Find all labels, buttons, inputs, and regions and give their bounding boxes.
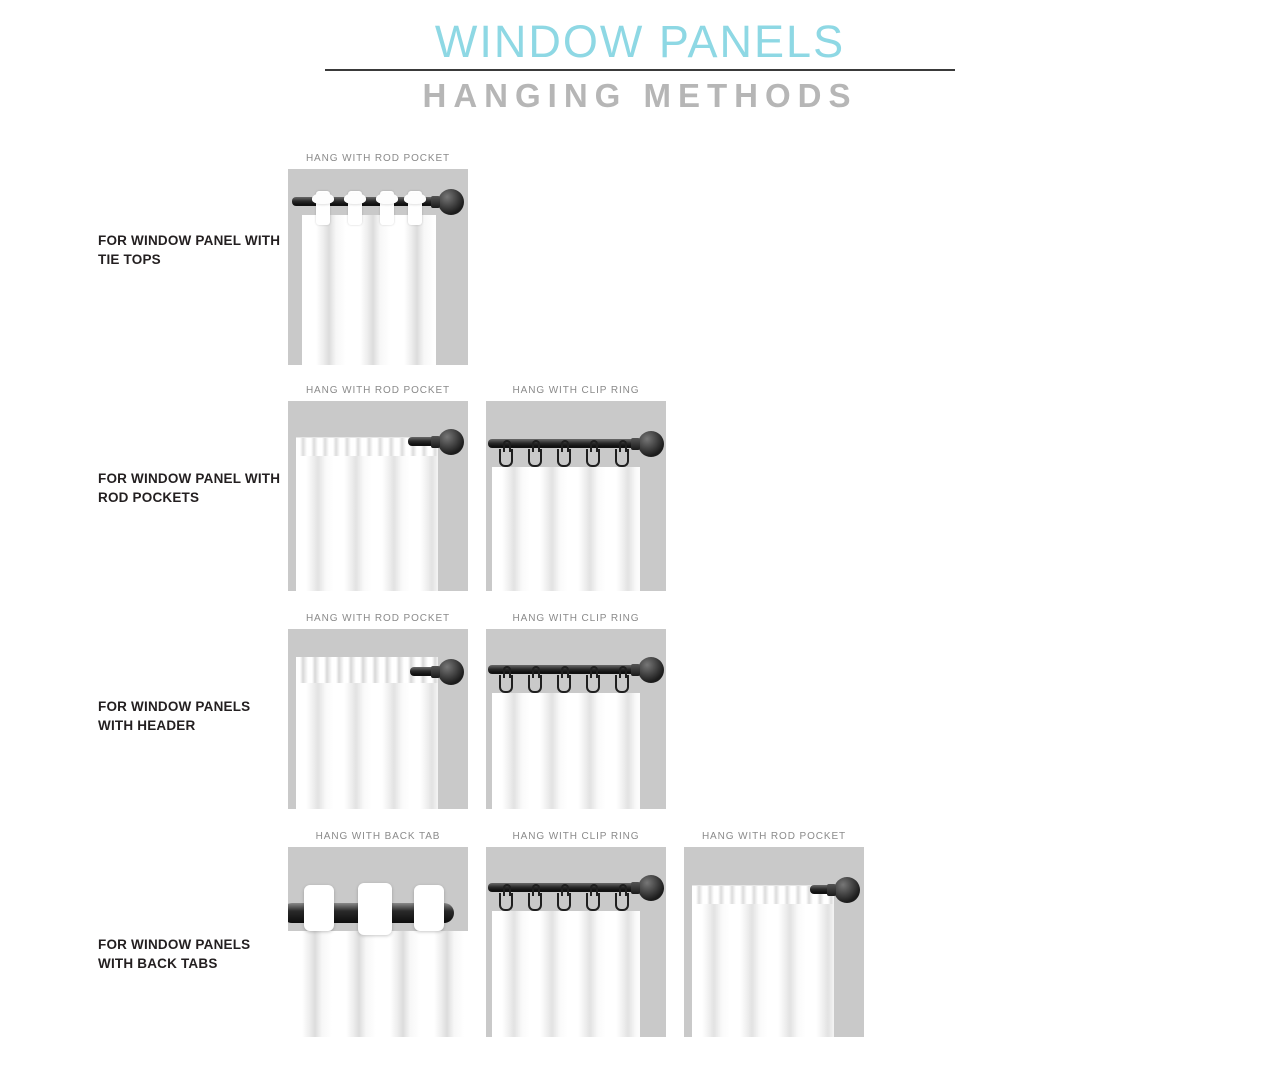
row-label: FOR WINDOW PANEL WITH TIE TOPS bbox=[98, 232, 281, 268]
rod-finial-icon bbox=[834, 877, 860, 903]
row-cells bbox=[288, 613, 666, 809]
table-row bbox=[0, 831, 1280, 1037]
curtain-illustration-clip-ring bbox=[486, 847, 666, 1037]
drape bbox=[296, 443, 438, 591]
back-tab-loop bbox=[358, 883, 392, 935]
clip-ring-icon bbox=[557, 893, 571, 911]
curtain-illustration-tie-top bbox=[288, 169, 468, 365]
curtain-illustration-clip-ring bbox=[486, 401, 666, 591]
clip-ring-icon bbox=[499, 449, 513, 467]
curtain-illustration-back-tab bbox=[288, 847, 468, 1037]
clip-ring-icon bbox=[528, 449, 542, 467]
clip-ring-icon bbox=[528, 675, 542, 693]
curtain-illustration-clip-ring bbox=[486, 629, 666, 809]
row-label: FOR WINDOW PANELS WITH BACK TABS bbox=[98, 936, 251, 972]
clip-ring-icon bbox=[557, 449, 571, 467]
row-label: FOR WINDOW PANEL WITH ROD POCKETS bbox=[98, 470, 281, 506]
rod-finial-icon bbox=[438, 189, 464, 215]
clip-ring-icon bbox=[528, 893, 542, 911]
clip-ring-icon bbox=[615, 449, 629, 467]
rod-finial-icon bbox=[638, 875, 664, 901]
clip-ring-icon bbox=[499, 675, 513, 693]
clip-ring-icon bbox=[615, 893, 629, 911]
tie-top bbox=[348, 191, 362, 225]
table-row bbox=[0, 613, 1280, 809]
cell-caption: HANG WITH BACK TAB bbox=[315, 830, 441, 842]
rod-finial-icon bbox=[638, 431, 664, 457]
row-cells bbox=[288, 153, 468, 365]
curtain-illustration-rod-pocket bbox=[288, 401, 468, 591]
clip-rings bbox=[492, 893, 636, 911]
method-cell bbox=[486, 613, 666, 809]
cell-caption: HANG WITH CLIP RING bbox=[512, 384, 640, 396]
row-cells bbox=[288, 385, 666, 591]
cell-caption: HANG WITH ROD POCKET bbox=[305, 384, 451, 396]
row-label: FOR WINDOW PANELS WITH HEADER bbox=[98, 698, 251, 734]
drape bbox=[492, 467, 640, 591]
clip-rings bbox=[492, 449, 636, 467]
table-row bbox=[0, 385, 1280, 591]
clip-ring-icon bbox=[586, 449, 600, 467]
method-cell bbox=[288, 613, 468, 809]
clip-ring-icon bbox=[586, 675, 600, 693]
table-row bbox=[0, 153, 1280, 365]
cell-caption: HANG WITH CLIP RING bbox=[512, 612, 640, 624]
drape bbox=[288, 931, 468, 1037]
cell-caption: HANG WITH ROD POCKET bbox=[305, 612, 451, 624]
page-header bbox=[0, 0, 1280, 115]
back-tab-loop bbox=[414, 885, 444, 931]
title-divider bbox=[325, 69, 955, 71]
drape bbox=[492, 693, 640, 809]
cell-caption: HANG WITH CLIP RING bbox=[512, 830, 640, 842]
drape bbox=[492, 911, 640, 1037]
clip-rings bbox=[492, 675, 636, 693]
tie-top bbox=[408, 191, 422, 225]
clip-ring-icon bbox=[586, 893, 600, 911]
clip-ring-icon bbox=[557, 675, 571, 693]
curtain-illustration-rod-pocket bbox=[684, 847, 864, 1037]
clip-ring-icon bbox=[615, 675, 629, 693]
rod-finial-icon bbox=[638, 657, 664, 683]
page-title: WINDOW PANELS bbox=[434, 16, 846, 67]
back-tab-loop bbox=[304, 885, 334, 931]
drape bbox=[302, 215, 436, 365]
method-cell bbox=[684, 831, 864, 1037]
hanging-method-rows bbox=[0, 153, 1280, 1037]
cell-caption: HANG WITH ROD POCKET bbox=[305, 152, 451, 164]
tie-top bbox=[380, 191, 394, 225]
rod-finial-icon bbox=[438, 659, 464, 685]
cell-caption: HANG WITH ROD POCKET bbox=[701, 830, 847, 842]
rod-finial-icon bbox=[438, 429, 464, 455]
clip-ring-icon bbox=[499, 893, 513, 911]
method-cell bbox=[288, 153, 468, 365]
method-cell bbox=[486, 831, 666, 1037]
curtain-illustration-header-pocket bbox=[288, 629, 468, 809]
page-subtitle: HANGING METHODS bbox=[422, 77, 858, 115]
method-cell bbox=[288, 831, 468, 1037]
method-cell bbox=[288, 385, 468, 591]
method-cell bbox=[486, 385, 666, 591]
row-cells bbox=[288, 831, 864, 1037]
drape bbox=[296, 681, 438, 809]
tie-top bbox=[316, 191, 330, 225]
drape bbox=[692, 891, 834, 1037]
